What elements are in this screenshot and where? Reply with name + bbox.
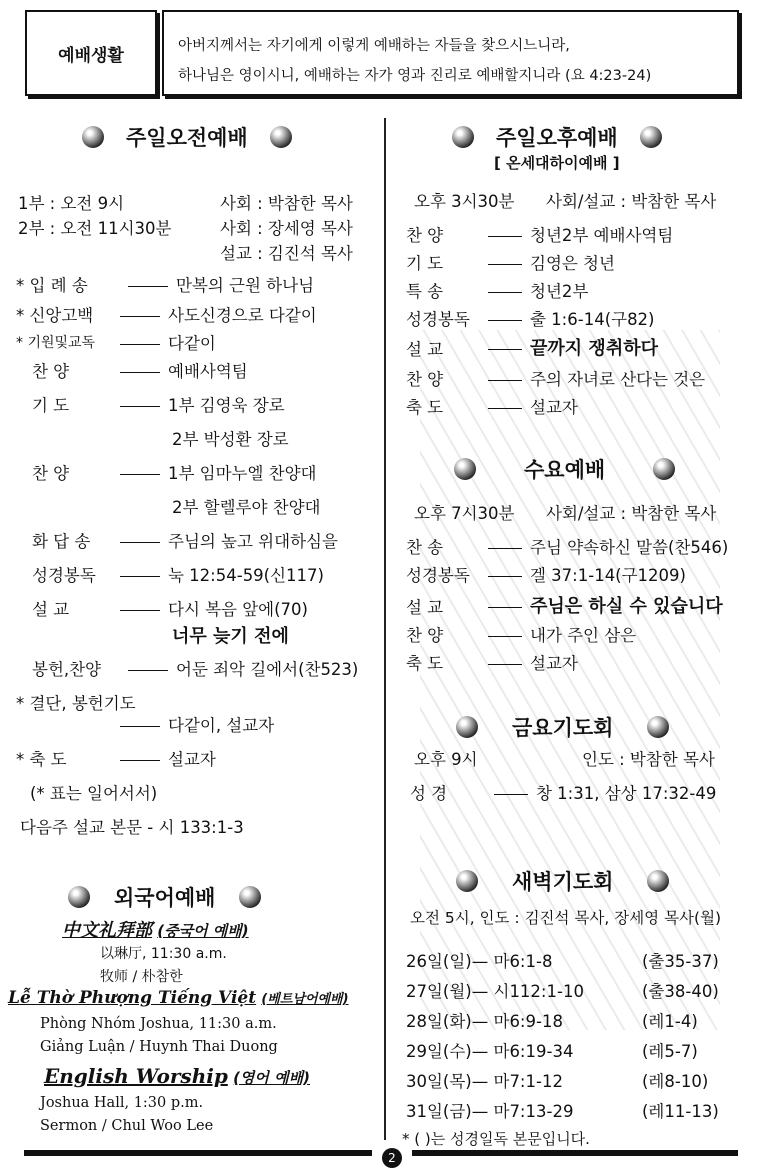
table-row: 29일(수)— 마6:19-34 xyxy=(406,1042,574,1061)
list-item-label: * 기원및교독 xyxy=(16,335,96,351)
bullet-ball-icon xyxy=(456,870,478,892)
list-item-value-2: 2부 할렐루야 찬양대 xyxy=(172,498,321,517)
afternoon-service-subtitle: [ 온세대하이예배 ] xyxy=(494,154,620,172)
list-item-label: 화 답 송 xyxy=(32,532,91,551)
list-item-value: 청년2부 xyxy=(480,278,588,302)
table-row-reading: (레5-7) xyxy=(642,1042,698,1061)
list-item-label: 성경봉독 xyxy=(32,566,96,585)
service-2-role: 사회 : 장세영 목사 xyxy=(220,219,353,238)
list-item-label: 성 경 xyxy=(410,784,448,803)
list-item-value: 다같이, 설교자 xyxy=(112,712,274,736)
bullet-ball-icon xyxy=(239,886,261,908)
table-row-reading: (레1-4) xyxy=(642,1012,698,1031)
bullet-ball-icon xyxy=(454,458,476,480)
list-item-label: * 축 도 xyxy=(16,750,67,769)
page-number: 2 xyxy=(382,1148,402,1168)
header-verse-box xyxy=(162,10,739,96)
verse-line-1: 아버지께서는 자기에게 이렇게 예배하는 자들을 찾으시느니라, xyxy=(178,38,570,54)
list-item-value: 만복의 근원 하나님 xyxy=(120,272,314,296)
list-item-value: 주의 자녀로 산다는 것은 xyxy=(480,366,705,390)
table-row-reading: (레8-10) xyxy=(642,1072,709,1091)
dawn-prayer-title: 새벽기도회 xyxy=(456,866,669,896)
list-item-value: 어둔 죄악 길에서(찬523) xyxy=(120,656,358,680)
bullet-ball-icon xyxy=(270,126,292,148)
english-service-preacher: Sermon / Chul Woo Lee xyxy=(40,1118,214,1134)
list-item-value: 사도신경으로 다같이 xyxy=(112,302,317,326)
bullet-ball-icon xyxy=(452,126,474,148)
friday-prayer-title: 금요기도회 xyxy=(456,712,669,742)
wednesday-service-role: 사회/설교 : 박참한 목사 xyxy=(546,504,717,523)
next-week-sermon: 다음주 설교 본문 - 시 133:1-3 xyxy=(20,818,244,837)
list-item-value: 1부 임마누엘 찬양대 xyxy=(112,460,317,484)
standing-note: (* 표는 일어서서) xyxy=(30,784,158,803)
bullet-ball-icon xyxy=(647,716,669,738)
list-item-label: 기 도 xyxy=(406,254,444,273)
list-item-value: 청년2부 예배사역팀 xyxy=(480,222,673,246)
footer-rule-left xyxy=(24,1150,372,1156)
list-item-value: 겔 37:1-14(구1209) xyxy=(480,562,686,586)
list-item-label: 찬 양 xyxy=(406,226,444,245)
footer-rule-right xyxy=(412,1150,738,1156)
list-item-value: 출 1:6-14(구82) xyxy=(480,306,655,330)
table-row: 26일(일)— 마6:1-8 xyxy=(406,952,553,971)
bullet-ball-icon xyxy=(456,716,478,738)
list-item-label: 특 송 xyxy=(406,282,444,301)
header-label: 예배생활 xyxy=(25,10,157,96)
bullet-ball-icon xyxy=(647,870,669,892)
list-item-label: 기 도 xyxy=(32,396,70,415)
list-item-label: 설 교 xyxy=(32,600,70,619)
english-service-title: English Worship (영어 예배) xyxy=(44,1064,310,1088)
chinese-service-time: 以琳厅, 11:30 a.m. xyxy=(100,946,227,962)
list-item-value: 설교자 xyxy=(480,394,578,418)
afternoon-service-time: 오후 3시30분 xyxy=(414,192,515,211)
list-item-value: 설교자 xyxy=(112,746,216,770)
list-item-value: 다시 복음 앞에(70) xyxy=(112,596,308,620)
list-item-label: 찬 양 xyxy=(406,626,444,645)
dawn-prayer-info: 오전 5시, 인도 : 김진석 목사, 장세영 목사(월) xyxy=(410,909,722,927)
list-item-value: 주님의 높고 위대하심을 xyxy=(112,528,338,552)
service-2-preacher: 설교 : 김진석 목사 xyxy=(220,244,353,263)
verse-line-2: 하나님은 영이시니, 예배하는 자가 영과 진리로 예배할지니라 (요 4:23-24) xyxy=(178,68,652,84)
list-item-value: 눅 12:54-59(신117) xyxy=(112,562,324,586)
bullet-ball-icon xyxy=(653,458,675,480)
bullet-ball-icon xyxy=(68,886,90,908)
list-item-label: 찬 양 xyxy=(32,362,70,381)
list-item-label: 찬 양 xyxy=(406,370,444,389)
list-item-value: 창 1:31, 삼상 17:32-49 xyxy=(486,780,716,804)
table-row: 30일(목)— 마7:1-12 xyxy=(406,1072,563,1091)
chinese-service-title: 中文礼拜部 (중국어 예배) xyxy=(62,920,249,941)
wednesday-service-time: 오후 7시30분 xyxy=(414,504,515,523)
vietnamese-service-title: Lễ Thờ Phượng Tiếng Việt (베트남어예배) xyxy=(8,988,349,1008)
list-item-label: 성경봉독 xyxy=(406,310,470,329)
table-row-reading: (출35-37) xyxy=(642,952,719,971)
list-item-value: 김영은 청년 xyxy=(480,250,615,274)
list-item-value: 끝까지 쟁취하다 xyxy=(480,334,658,360)
list-item-label: 축 도 xyxy=(406,654,444,673)
list-item-label: 설 교 xyxy=(406,598,444,617)
vietnamese-service-preacher: Giảng Luận / Huynh Thai Duong xyxy=(40,1039,278,1055)
table-row-reading: (레11-13) xyxy=(642,1102,719,1121)
list-item-value: 주님은 하실 수 있습니다 xyxy=(480,592,723,618)
friday-prayer-time: 오후 9시 xyxy=(414,750,478,769)
table-row: 31일(금)— 마7:13-29 xyxy=(406,1102,574,1121)
table-row: 28일(화)— 마6:9-18 xyxy=(406,1012,563,1031)
list-item-label: * 입 례 송 xyxy=(16,276,88,295)
bullet-ball-icon xyxy=(82,126,104,148)
service-2-time: 2부 : 오전 11시30분 xyxy=(18,219,172,238)
list-item-label: 설 교 xyxy=(406,340,444,359)
list-item-value: 내가 주인 삼은 xyxy=(480,622,636,646)
table-row: 27일(월)— 시112:1-10 xyxy=(406,982,584,1001)
service-1-time: 1부 : 오전 9시 xyxy=(18,194,125,213)
list-item-value: 설교자 xyxy=(480,650,578,674)
list-item-label: 찬 양 xyxy=(32,464,70,483)
list-item-label: 봉헌,찬양 xyxy=(32,660,102,679)
bullet-ball-icon xyxy=(640,126,662,148)
afternoon-service-role: 사회/설교 : 박참한 목사 xyxy=(546,192,717,211)
sermon-title: 너무 늦기 전에 xyxy=(172,626,289,647)
english-service-time: Joshua Hall, 1:30 p.m. xyxy=(40,1095,204,1111)
list-item-value: 다같이 xyxy=(112,330,216,354)
list-item-value: 예배사역팀 xyxy=(112,358,248,382)
wednesday-service-title: 수요예배 xyxy=(454,454,675,484)
list-item-label: 성경봉독 xyxy=(406,566,470,585)
list-item-label: * 신앙고백 xyxy=(16,306,94,325)
list-item-label: 찬 송 xyxy=(406,538,444,557)
list-item-value: 주님 약속하신 말씀(찬546) xyxy=(480,534,728,558)
friday-prayer-leader: 인도 : 박참한 목사 xyxy=(582,750,715,769)
list-item-label: 축 도 xyxy=(406,398,444,417)
reading-note: * ( )는 성경일독 본문입니다. xyxy=(402,1130,590,1148)
column-divider xyxy=(384,118,386,1140)
morning-service-title: 주일오전예배 xyxy=(82,122,292,152)
vietnamese-service-time: Phòng Nhóm Joshua, 11:30 a.m. xyxy=(40,1016,277,1032)
afternoon-service-title: 주일오후예배 xyxy=(452,122,662,152)
chinese-service-pastor: 牧师 / 朴참한 xyxy=(100,969,183,985)
table-row-reading: (출38-40) xyxy=(642,982,719,1001)
list-item-value-2: 2부 박성환 장로 xyxy=(172,430,289,449)
list-item-value: 1부 김영욱 장로 xyxy=(112,392,285,416)
foreign-service-title: 외국어예배 xyxy=(68,882,261,912)
list-item-label: * 결단, 봉헌기도 xyxy=(16,694,136,713)
service-1-role: 사회 : 박참한 목사 xyxy=(220,194,353,213)
